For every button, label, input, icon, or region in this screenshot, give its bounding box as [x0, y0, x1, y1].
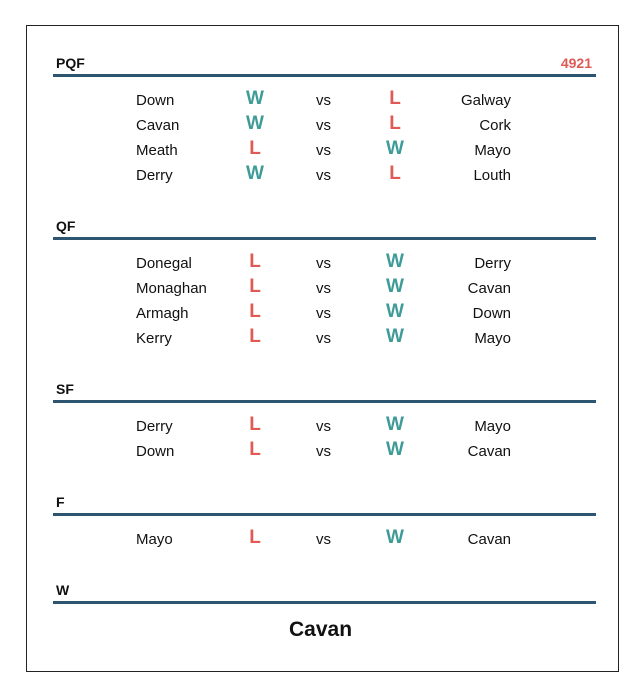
home-team: Derry [136, 418, 173, 435]
match-row [53, 303, 596, 328]
home-team: Down [136, 443, 175, 460]
away-team: Cork [479, 117, 511, 134]
vs-label: vs [316, 305, 331, 322]
home-result: L [249, 276, 261, 297]
section-sf [53, 380, 596, 460]
home-team: Down [136, 92, 175, 109]
away-result: W [386, 251, 404, 272]
section-title: PQF [56, 55, 85, 71]
section-header [53, 380, 596, 403]
match-row [53, 441, 596, 466]
home-team: Cavan [136, 117, 180, 134]
section-winner [53, 581, 596, 604]
away-result: W [386, 439, 404, 460]
section-title: SF [56, 381, 74, 397]
away-team: Cavan [467, 443, 511, 460]
section-title: F [56, 494, 65, 510]
section-pqf [53, 54, 596, 184]
vs-label: vs [316, 142, 331, 159]
vs-label: vs [316, 330, 331, 347]
code-number: 4921 [560, 55, 592, 71]
section-header [53, 581, 596, 604]
home-team: Kerry [136, 330, 172, 347]
home-result: L [249, 326, 261, 347]
home-result: L [249, 301, 261, 322]
vs-label: vs [316, 255, 331, 272]
home-team: Derry [136, 167, 173, 184]
away-result: W [386, 301, 404, 322]
vs-label: vs [316, 280, 331, 297]
section-title: W [56, 582, 70, 598]
section-header [53, 54, 596, 77]
home-result: L [249, 527, 261, 548]
away-result: W [386, 138, 404, 159]
vs-label: vs [316, 531, 331, 548]
vs-label: vs [316, 443, 331, 460]
home-result: L [249, 138, 261, 159]
away-team: Galway [460, 92, 511, 109]
section-title: QF [56, 218, 76, 234]
match-row [53, 140, 596, 165]
home-result: L [249, 414, 261, 435]
home-team: Monaghan [136, 280, 207, 297]
section-header [53, 493, 596, 516]
match-row [53, 416, 596, 441]
home-result: W [246, 88, 264, 109]
winner-name: Cavan [288, 618, 353, 641]
away-result: W [386, 276, 404, 297]
match-row [53, 165, 596, 190]
home-team: Armagh [136, 305, 189, 322]
match-row [53, 115, 596, 140]
match-row [53, 529, 596, 554]
match-row [53, 253, 596, 278]
away-result: W [386, 527, 404, 548]
away-team: Down [472, 305, 511, 322]
away-team: Mayo [474, 142, 511, 159]
vs-label: vs [316, 92, 331, 109]
away-result: W [386, 326, 404, 347]
away-result: L [389, 88, 401, 109]
home-result: W [246, 163, 264, 184]
home-result: W [246, 113, 264, 134]
away-team: Derry [474, 255, 511, 272]
section-final [53, 493, 596, 548]
away-team: Cavan [467, 280, 511, 297]
section-header [53, 217, 596, 240]
section-qf [53, 217, 596, 347]
home-team: Donegal [136, 255, 192, 272]
away-team: Louth [473, 167, 511, 184]
home-result: L [249, 439, 261, 460]
vs-label: vs [316, 167, 331, 184]
vs-label: vs [316, 117, 331, 134]
match-row [53, 278, 596, 303]
away-result: W [386, 414, 404, 435]
home-team: Meath [136, 142, 178, 159]
away-team: Mayo [474, 330, 511, 347]
away-team: Mayo [474, 418, 511, 435]
home-team: Mayo [136, 531, 173, 548]
away-team: Cavan [467, 531, 511, 548]
away-result: L [389, 113, 401, 134]
away-result: L [389, 163, 401, 184]
home-result: L [249, 251, 261, 272]
match-row [53, 90, 596, 115]
vs-label: vs [316, 418, 331, 435]
match-row [53, 328, 596, 353]
